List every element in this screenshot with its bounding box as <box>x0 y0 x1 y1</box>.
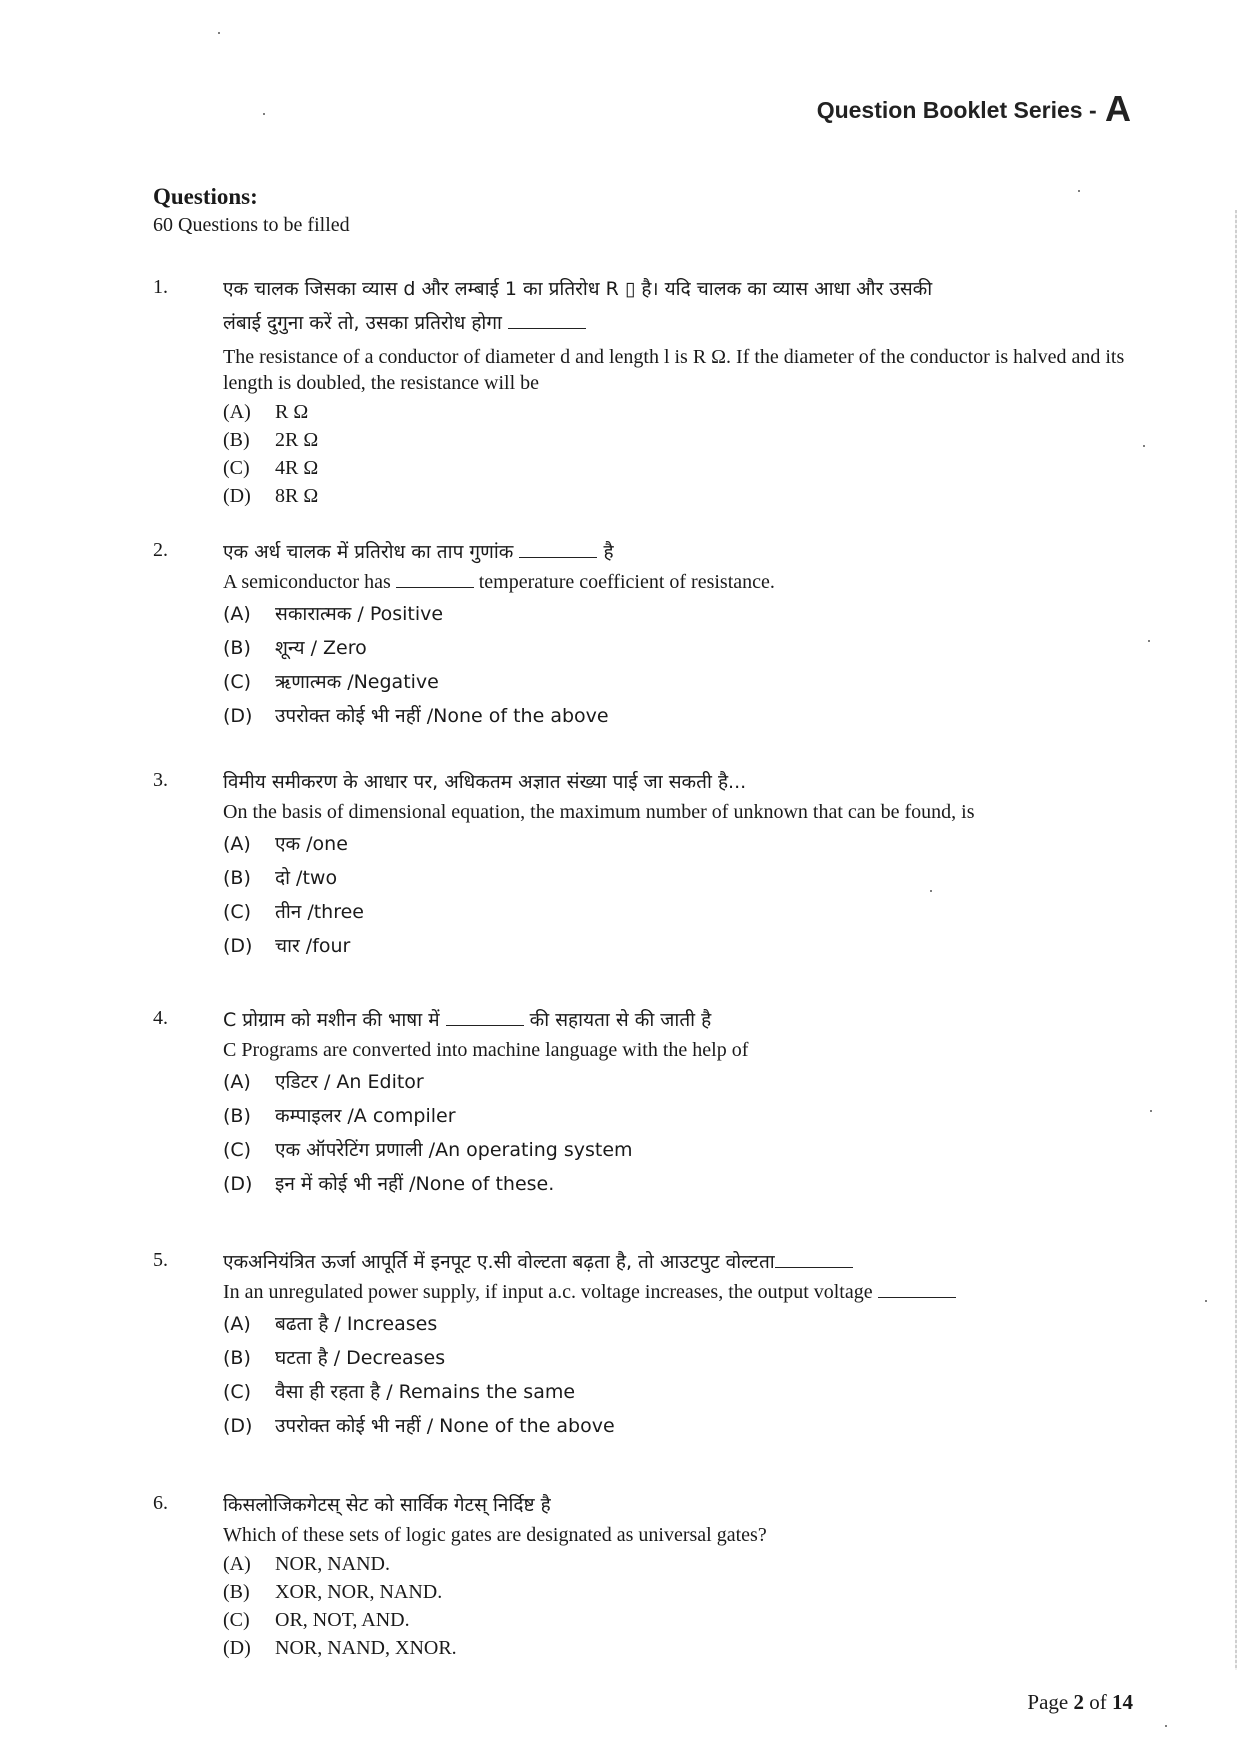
option-letter: (B) <box>223 429 250 451</box>
option-text: चार /four <box>275 935 351 957</box>
question-english: C Programs are converted into machine language with the help of <box>223 1039 749 1061</box>
scan-speck <box>1078 190 1080 192</box>
series-label: Question Booklet Series - <box>816 97 1097 123</box>
option-text: तीन /three <box>275 901 365 923</box>
question-english: Which of these sets of logic gates are designated as universal gates? <box>223 1524 767 1546</box>
option-letter: (A) <box>223 1071 251 1093</box>
option-letter: (A) <box>223 1553 251 1575</box>
question-english: The resistance of a conductor of diameter d and length l is R Ω. If the diameter of the conductor is halved and its length is doubled, the resistance will be <box>223 346 1125 394</box>
page-label: Page <box>1027 1690 1069 1714</box>
option-text: वैसा ही रहता है / Remains the same <box>275 1381 576 1403</box>
page-number <box>1027 1690 1133 1715</box>
series-letter: A <box>1105 88 1131 129</box>
option-letter: (D) <box>223 1415 253 1437</box>
option-c <box>223 665 1133 699</box>
option-a <box>223 398 1133 426</box>
scan-speck <box>1148 640 1150 642</box>
option-b <box>223 426 1133 454</box>
option-letter: (C) <box>223 1381 252 1403</box>
option-letter: (B) <box>223 867 251 889</box>
option-text: उपरोक्त कोई भी नहीं /None of the above <box>275 705 609 727</box>
option-text: दो /two <box>275 867 338 889</box>
option-letter: (D) <box>223 705 253 727</box>
option-text: R Ω <box>275 401 309 423</box>
option-b <box>223 1578 1133 1606</box>
option-letter: (B) <box>223 637 251 659</box>
question-hindi <box>223 1245 1133 1279</box>
answer-blank <box>396 569 474 588</box>
option-letter: (B) <box>223 1105 251 1127</box>
option-a <box>223 1307 1133 1341</box>
scan-speck <box>263 113 265 115</box>
option-b <box>223 1341 1133 1375</box>
page-total: 14 <box>1112 1690 1133 1714</box>
question-number: 2. <box>153 539 168 561</box>
option-text: सकारात्मक / Positive <box>275 603 444 625</box>
option-text: एक /one <box>275 833 348 855</box>
answer-blank <box>519 539 597 558</box>
option-d <box>223 1409 1133 1443</box>
page-of-label: of <box>1089 1690 1107 1714</box>
option-text: एक ऑपरेटिंग प्रणाली /An operating system <box>275 1139 633 1161</box>
question-hindi-text: एक अर्ध चालक में प्रतिरोध का ताप गुणांक <box>223 541 514 563</box>
option-a <box>223 1550 1133 1578</box>
option-text: इन में कोई भी नहीं /None of these. <box>275 1173 555 1195</box>
option-d <box>223 929 1133 963</box>
question-number: 6. <box>153 1492 168 1514</box>
question-3 <box>153 765 1133 963</box>
question-english-text: A semiconductor has <box>223 571 391 593</box>
question-hindi-text: है <box>603 541 614 563</box>
option-text: एडिटर / An Editor <box>275 1071 424 1093</box>
option-text: ऋणात्मक /Negative <box>275 671 439 693</box>
questions-count-note: 60 Questions to be filled <box>153 214 350 236</box>
question-english <box>223 569 1133 595</box>
option-c <box>223 895 1133 929</box>
question-hindi-line2 <box>223 306 1133 340</box>
answer-blank <box>878 1279 956 1298</box>
question-hindi: विमीय समीकरण के आधार पर, अधिकतम अज्ञात संख्या पाई जा सकती है... <box>223 771 747 793</box>
question-number: 4. <box>153 1007 168 1029</box>
option-letter: (C) <box>223 671 252 693</box>
option-letter: (A) <box>223 1313 251 1335</box>
page-current: 2 <box>1073 1690 1084 1714</box>
option-letter: (B) <box>223 1581 250 1603</box>
option-letter: (D) <box>223 935 253 957</box>
option-d <box>223 1634 1133 1662</box>
option-text: घटता है / Decreases <box>275 1347 446 1369</box>
question-english <box>223 1279 1133 1305</box>
question-hindi-text: लंबाई दुगुना करें तो, उसका प्रतिरोध होगा <box>223 312 502 334</box>
option-letter: (A) <box>223 401 251 423</box>
question-hindi <box>223 1003 1133 1037</box>
scan-speck <box>930 890 932 892</box>
option-b <box>223 631 1133 665</box>
scan-speck <box>218 32 220 34</box>
question-1 <box>153 272 1133 510</box>
question-english-text: In an unregulated power supply, if input a.c. voltage increases, the output voltage <box>223 1281 873 1303</box>
option-letter: (D) <box>223 1173 253 1195</box>
question-2 <box>153 535 1133 733</box>
question-4 <box>153 1003 1133 1201</box>
option-letter: (D) <box>223 485 251 507</box>
question-number: 3. <box>153 769 168 791</box>
scan-speck <box>1165 1725 1167 1727</box>
scan-speck <box>1205 1300 1207 1302</box>
question-hindi: किसलोजिकगेटस् सेट को सार्विक गेटस् निर्दिष्ट है <box>223 1494 551 1516</box>
option-letter: (B) <box>223 1347 251 1369</box>
answer-blank <box>508 310 586 329</box>
option-a <box>223 597 1133 631</box>
scan-edge-line <box>1235 210 1237 1670</box>
option-letter: (A) <box>223 603 251 625</box>
option-letter: (A) <box>223 833 251 855</box>
question-hindi-text: की सहायता से की जाती है <box>529 1009 712 1031</box>
question-hindi-line1: एक चालक जिसका व्यास d और लम्बाई 1 का प्रतिरोध R ▯ है। यदि चालक का व्यास आधा और उसकी <box>223 278 933 300</box>
option-text: शून्य / Zero <box>275 637 367 659</box>
option-a <box>223 827 1133 861</box>
option-c <box>223 1606 1133 1634</box>
answer-blank <box>775 1249 853 1268</box>
option-text: NOR, NAND. <box>275 1553 390 1575</box>
question-6 <box>153 1488 1133 1662</box>
option-text: XOR, NOR, NAND. <box>275 1581 443 1603</box>
question-hindi <box>223 535 1133 569</box>
option-d <box>223 482 1133 510</box>
option-b <box>223 861 1133 895</box>
question-english-text: temperature coefficient of resistance. <box>478 571 775 593</box>
questions-heading: Questions: <box>153 184 258 209</box>
scan-speck <box>1150 1110 1152 1112</box>
booklet-series-header <box>817 88 1131 130</box>
option-text: NOR, NAND, XNOR. <box>275 1637 457 1659</box>
question-english: On the basis of dimensional equation, the maximum number of unknown that can be found, is <box>223 801 975 823</box>
answer-blank <box>446 1007 524 1026</box>
option-text: 4R Ω <box>275 457 319 479</box>
question-5 <box>153 1245 1133 1443</box>
option-a <box>223 1065 1133 1099</box>
option-letter: (C) <box>223 901 252 923</box>
option-text: 8R Ω <box>275 485 319 507</box>
option-b <box>223 1099 1133 1133</box>
option-letter: (C) <box>223 457 250 479</box>
option-d <box>223 1167 1133 1201</box>
option-letter: (D) <box>223 1637 251 1659</box>
scan-speck <box>1143 445 1145 447</box>
option-letter: (C) <box>223 1139 252 1161</box>
question-number: 1. <box>153 276 168 298</box>
option-text: 2R Ω <box>275 429 319 451</box>
question-hindi-text: एकअनियंत्रित ऊर्जा आपूर्ति में इनपूट ए.सी वोल्टता बढ़ता है, तो आउटपुट वोल्टता <box>223 1251 775 1273</box>
option-c <box>223 454 1133 482</box>
option-letter: (C) <box>223 1609 250 1631</box>
option-text: उपरोक्त कोई भी नहीं / None of the above <box>275 1415 615 1437</box>
option-d <box>223 699 1133 733</box>
question-number: 5. <box>153 1249 168 1271</box>
option-c <box>223 1133 1133 1167</box>
question-hindi-text: C प्रोग्राम को मशीन की भाषा में <box>223 1009 440 1031</box>
option-text: कम्पाइलर /A compiler <box>275 1105 456 1127</box>
option-text: बढता है / Increases <box>275 1313 438 1335</box>
option-c <box>223 1375 1133 1409</box>
option-text: OR, NOT, AND. <box>275 1609 410 1631</box>
